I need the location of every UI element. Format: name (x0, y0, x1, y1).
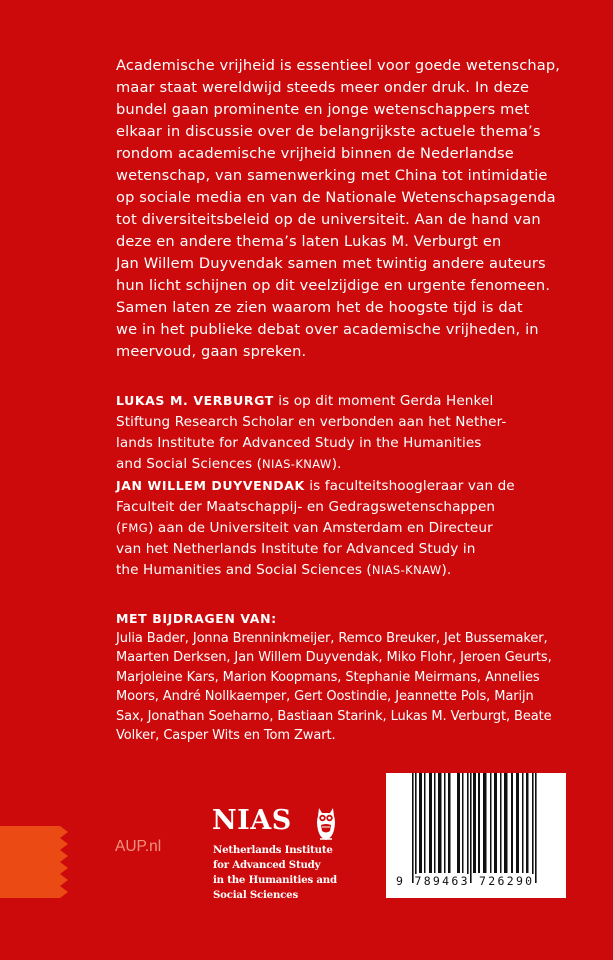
isbn-barcode (386, 773, 566, 898)
bio-author2-line (116, 475, 586, 497)
contributors-line: Moors, André Nollkaemper, Gert Oostindie, Jeannette Pols, Marijn (116, 689, 534, 704)
author1-name: LUKAS M. VERBURGT (116, 393, 274, 408)
blurb-line: we in het publieke debat over academische vrijheden, in (116, 321, 539, 338)
nias-subtitle-line: in the Humanities and (213, 874, 337, 886)
bio-text: ) aan de Universiteit van Amsterdam en Directeur (148, 520, 493, 536)
bio-author2-line (116, 518, 586, 539)
publisher-tab-shape (0, 826, 68, 898)
blurb-paragraph (116, 55, 586, 363)
owl-icon (315, 806, 337, 842)
blurb-line: hun licht schijnen op dit veelzijdige en urgente fenomeen. (116, 277, 551, 294)
contributors-heading: MET BIJDRAGEN VAN: (116, 611, 277, 626)
nias-subtitle-line: Social Sciences (213, 889, 298, 901)
bio-author2-line: Faculteit der Maatschappij- en Gedragswetenschappen (116, 499, 496, 515)
isbn-prefix-digit: 9 (396, 874, 406, 888)
blurb-line: Samen laten ze zien waarom het de hoogste tijd is dat (116, 299, 523, 316)
bio-text: is faculteitshoogleraar van de (304, 478, 515, 494)
isbn-right-group: 726290 (479, 874, 535, 888)
barcode-bars (406, 773, 546, 883)
nias-wordmark: NIAS (212, 805, 292, 836)
institution-abbr: NIAS-KNAW (371, 563, 442, 577)
bio-text: the Humanities and Social Sciences ( (116, 562, 372, 578)
bio-text: ). (331, 456, 342, 472)
blurb-line: rondom academische vrijheid binnen de Nederlandse (116, 145, 514, 162)
bio-author1-line (116, 454, 586, 475)
contributors-line: Maarten Derksen, Jan Willem Duyvendak, Miko Flohr, Jeroen Geurts, (116, 650, 552, 665)
blurb-line: op sociale media en van de Nationale Wetenschapsagenda (116, 189, 556, 206)
author-bios (116, 390, 586, 581)
bio-text: and Social Sciences ( (116, 456, 263, 472)
faculty-abbr: FMG (121, 521, 149, 535)
bio-author2-line (116, 560, 586, 581)
bio-author2-line: van het Netherlands Institute for Advanced Study in (116, 541, 476, 557)
bio-author1-line (116, 390, 586, 412)
contributors-line: Julia Bader, Jonna Brenninkmeijer, Remco Breuker, Jet Bussemaker, (116, 630, 548, 646)
bio-text: ( (116, 520, 122, 536)
blurb-line: Academische vrijheid is essentieel voor goede wetenschap, (116, 57, 561, 74)
nias-subtitle (213, 843, 337, 903)
isbn-digits (396, 874, 534, 888)
nias-logo (212, 805, 352, 905)
blurb-line: elkaar in discussie over de belangrijkste actuele thema’s (116, 123, 541, 140)
blurb-line: bundel gaan prominente en jonge wetenschappers met (116, 101, 530, 118)
bio-author1-line: Stiftung Research Scholar en verbonden aan het Nether- (116, 414, 507, 430)
isbn-left-group: 789463 (414, 874, 470, 888)
blurb-line: Jan Willem Duyvendak samen met twintig andere auteurs (116, 255, 546, 272)
nias-subtitle-line: for Advanced Study (213, 859, 321, 871)
publisher-link[interactable]: AUP.nl (115, 838, 162, 855)
blurb-line: maar staat wereldwijd steeds meer onder druk. In deze (116, 79, 530, 96)
blurb-line: tot diversiteitsbeleid op de universiteit. Aan de hand van (116, 211, 541, 228)
contributors-line: Marjoleine Kars, Marion Koopmans, Stephanie Meirmans, Annelies (116, 669, 540, 685)
blurb-line: deze en andere thema’s laten Lukas M. Verburgt en (116, 233, 502, 250)
blurb-line: meervoud, gaan spreken. (116, 343, 307, 360)
bio-author1-line: lands Institute for Advanced Study in the Humanities (116, 435, 482, 451)
blurb-line: wetenschap, van samenwerking met China tot intimidatie (116, 167, 548, 184)
contributors-line: Sax, Jonathan Soeharno, Bastiaan Starink, Lukas M. Verburgt, Beate (116, 708, 552, 724)
institution-abbr: NIAS-KNAW (262, 457, 332, 471)
nias-subtitle-line: Netherlands Institute (213, 844, 333, 856)
contributors-section (116, 609, 586, 746)
contributors-line: Volker, Casper Wits en Tom Zwart. (116, 728, 336, 743)
bio-text: ). (441, 562, 452, 578)
author2-name: JAN WILLEM DUYVENDAK (116, 478, 305, 493)
bio-text: is op dit moment Gerda Henkel (273, 393, 494, 409)
